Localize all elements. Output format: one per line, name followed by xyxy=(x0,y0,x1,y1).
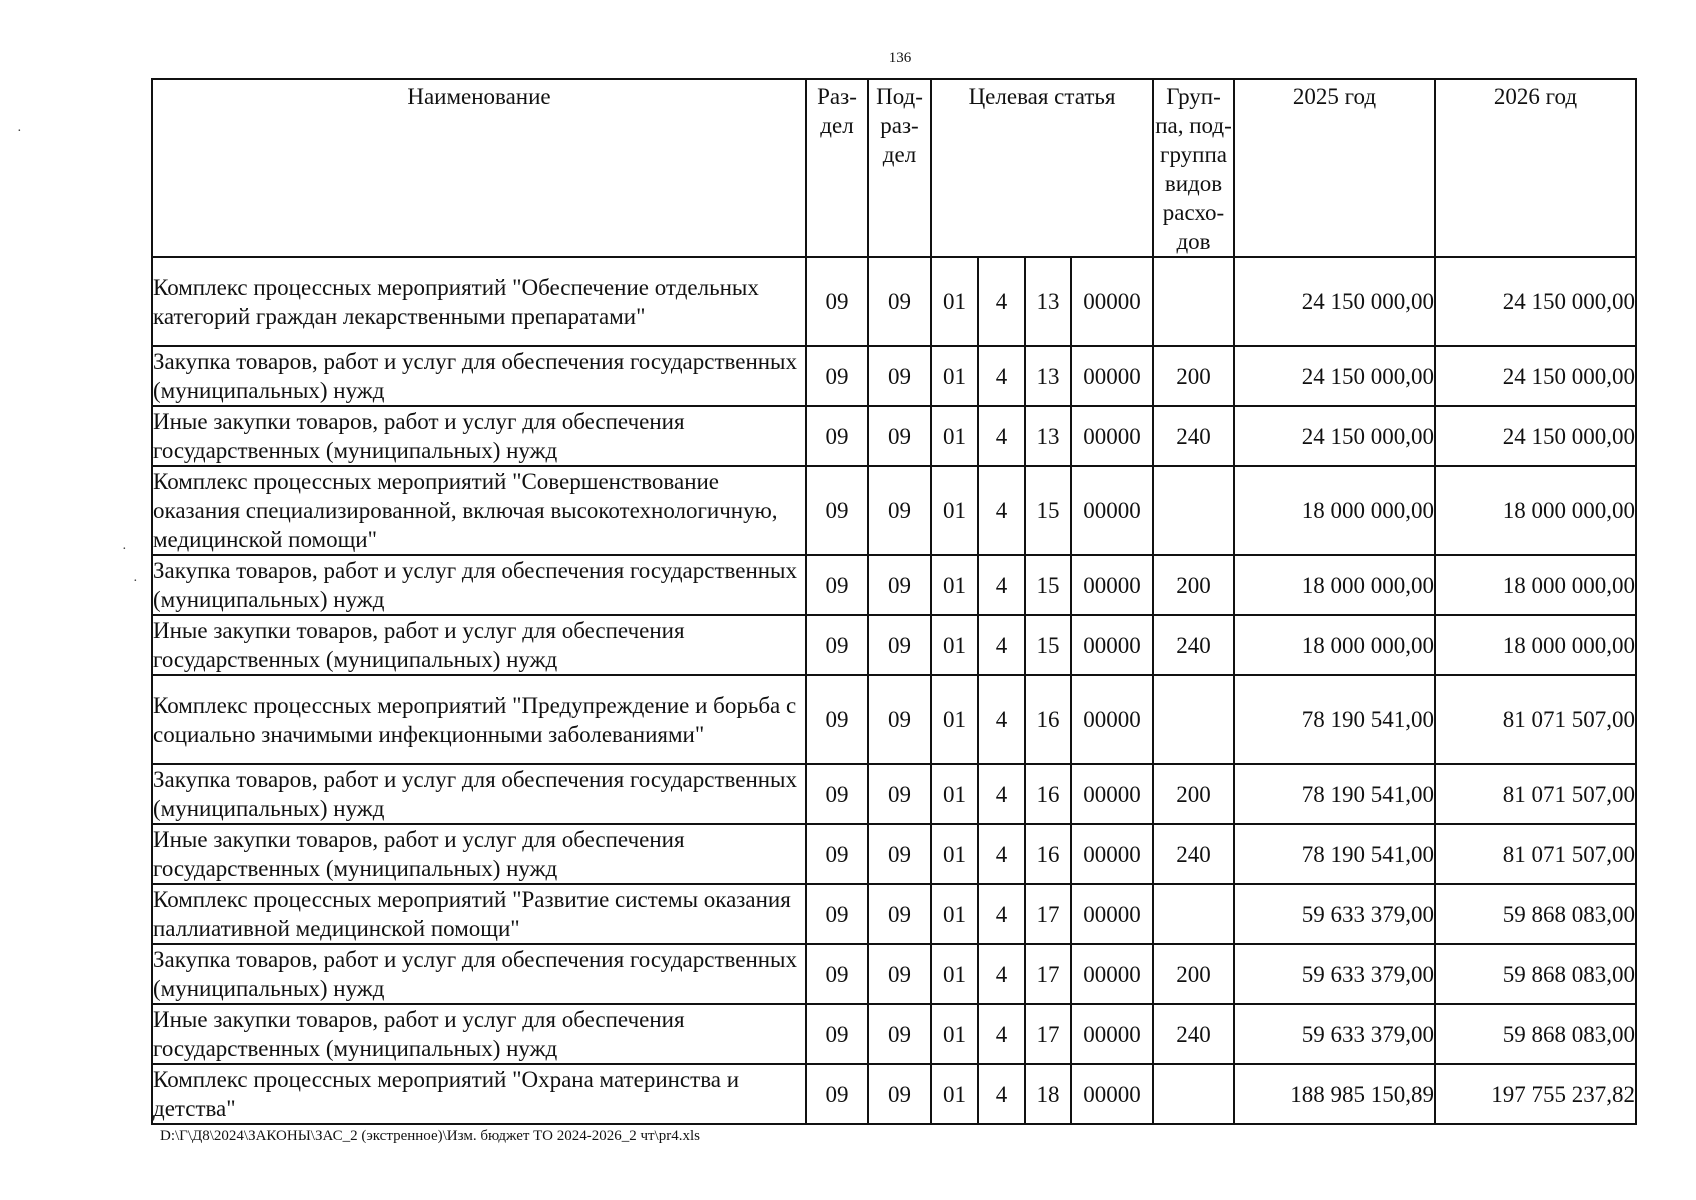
row-section: 09 xyxy=(806,406,868,466)
table-row xyxy=(152,346,1636,406)
table-row xyxy=(152,944,1636,1004)
row-name: Иные закупки товаров, работ и услуг для обеспечения государственных (муниципальных) нужд xyxy=(152,824,806,884)
table-row xyxy=(152,257,1636,346)
header-expense-group: Груп- па, под- группа видов расхо- дов xyxy=(1153,79,1234,257)
row-target-type: 4 xyxy=(978,944,1025,1004)
header-year-2025: 2025 год xyxy=(1234,79,1435,257)
row-expense-group: 240 xyxy=(1153,1004,1234,1064)
row-target-direction: 00000 xyxy=(1071,944,1153,1004)
row-section: 09 xyxy=(806,675,868,764)
row-amount-2026: 24 150 000,00 xyxy=(1435,346,1636,406)
row-target-direction: 00000 xyxy=(1071,257,1153,346)
row-target-structure: 13 xyxy=(1025,406,1071,466)
row-expense-group: 240 xyxy=(1153,824,1234,884)
row-amount-2025: 78 190 541,00 xyxy=(1234,675,1435,764)
row-target-structure: 13 xyxy=(1025,346,1071,406)
row-name: Закупка товаров, работ и услуг для обеспечения государственных (муниципальных) нужд xyxy=(152,764,806,824)
row-target-program: 01 xyxy=(931,555,978,615)
row-expense-group: 240 xyxy=(1153,615,1234,675)
row-section: 09 xyxy=(806,555,868,615)
row-target-program: 01 xyxy=(931,406,978,466)
table-row xyxy=(152,1004,1636,1064)
row-name: Комплекс процессных мероприятий "Развитие системы оказания паллиативной медицинской помощи" xyxy=(152,884,806,944)
margin-mark: · xyxy=(17,124,22,139)
row-expense-group xyxy=(1153,257,1234,346)
table-row xyxy=(152,824,1636,884)
row-section: 09 xyxy=(806,1004,868,1064)
row-target-type: 4 xyxy=(978,615,1025,675)
table-row xyxy=(152,1064,1636,1124)
row-expense-group: 200 xyxy=(1153,555,1234,615)
row-target-direction: 00000 xyxy=(1071,1064,1153,1124)
row-amount-2026: 24 150 000,00 xyxy=(1435,257,1636,346)
row-section: 09 xyxy=(806,764,868,824)
table-row xyxy=(152,884,1636,944)
row-target-program: 01 xyxy=(931,944,978,1004)
row-subsection: 09 xyxy=(868,406,931,466)
row-name: Закупка товаров, работ и услуг для обеспечения государственных (муниципальных) нужд xyxy=(152,346,806,406)
row-target-type: 4 xyxy=(978,555,1025,615)
row-expense-group xyxy=(1153,466,1234,555)
row-expense-group: 200 xyxy=(1153,346,1234,406)
row-expense-group: 240 xyxy=(1153,406,1234,466)
row-amount-2025: 78 190 541,00 xyxy=(1234,764,1435,824)
row-target-type: 4 xyxy=(978,406,1025,466)
row-section: 09 xyxy=(806,884,868,944)
row-amount-2026: 81 071 507,00 xyxy=(1435,824,1636,884)
row-subsection: 09 xyxy=(868,944,931,1004)
row-name: Иные закупки товаров, работ и услуг для обеспечения государственных (муниципальных) нужд xyxy=(152,615,806,675)
row-target-type: 4 xyxy=(978,257,1025,346)
row-target-direction: 00000 xyxy=(1071,764,1153,824)
budget-table xyxy=(151,78,1637,1125)
row-amount-2026: 81 071 507,00 xyxy=(1435,675,1636,764)
row-target-structure: 15 xyxy=(1025,615,1071,675)
row-subsection: 09 xyxy=(868,257,931,346)
row-target-program: 01 xyxy=(931,675,978,764)
margin-mark: · xyxy=(133,574,138,589)
row-target-type: 4 xyxy=(978,764,1025,824)
row-target-structure: 15 xyxy=(1025,555,1071,615)
row-name: Иные закупки товаров, работ и услуг для обеспечения государственных (муниципальных) нужд xyxy=(152,1004,806,1064)
row-expense-group: 200 xyxy=(1153,764,1234,824)
row-target-type: 4 xyxy=(978,346,1025,406)
row-target-structure: 18 xyxy=(1025,1064,1071,1124)
row-amount-2025: 78 190 541,00 xyxy=(1234,824,1435,884)
row-amount-2026: 81 071 507,00 xyxy=(1435,764,1636,824)
table-row xyxy=(152,466,1636,555)
row-target-program: 01 xyxy=(931,1004,978,1064)
row-amount-2025: 18 000 000,00 xyxy=(1234,555,1435,615)
row-target-direction: 00000 xyxy=(1071,884,1153,944)
row-name: Комплекс процессных мероприятий "Предупреждение и борьба с социально значимыми инфекционными заболеваниями" xyxy=(152,675,806,764)
header-subsection: Под- раз- дел xyxy=(868,79,931,257)
row-target-program: 01 xyxy=(931,257,978,346)
row-target-direction: 00000 xyxy=(1071,675,1153,764)
header-year-2026: 2026 год xyxy=(1435,79,1636,257)
row-target-program: 01 xyxy=(931,884,978,944)
row-target-program: 01 xyxy=(931,764,978,824)
row-target-direction: 00000 xyxy=(1071,555,1153,615)
row-amount-2025: 18 000 000,00 xyxy=(1234,466,1435,555)
row-target-program: 01 xyxy=(931,1064,978,1124)
row-subsection: 09 xyxy=(868,1004,931,1064)
row-name: Закупка товаров, работ и услуг для обеспечения государственных (муниципальных) нужд xyxy=(152,555,806,615)
row-section: 09 xyxy=(806,615,868,675)
row-target-type: 4 xyxy=(978,675,1025,764)
row-target-type: 4 xyxy=(978,1004,1025,1064)
row-section: 09 xyxy=(806,944,868,1004)
table-row xyxy=(152,555,1636,615)
row-amount-2026: 18 000 000,00 xyxy=(1435,555,1636,615)
row-name: Комплекс процессных мероприятий "Охрана материнства и детства" xyxy=(152,1064,806,1124)
row-target-structure: 13 xyxy=(1025,257,1071,346)
row-subsection: 09 xyxy=(868,675,931,764)
row-target-direction: 00000 xyxy=(1071,346,1153,406)
row-subsection: 09 xyxy=(868,1064,931,1124)
header-target-article: Целевая статья xyxy=(931,79,1153,257)
row-expense-group xyxy=(1153,884,1234,944)
row-target-type: 4 xyxy=(978,466,1025,555)
header-name: Наименование xyxy=(152,79,806,257)
row-subsection: 09 xyxy=(868,466,931,555)
footer-file-path: D:\Г\Д8\2024\ЗАКОНЫ\ЗАС_2 (экстренное)\Изм. бюджет ТО 2024-2026_2 чт\pr4.xls xyxy=(160,1128,700,1144)
row-target-program: 01 xyxy=(931,824,978,884)
row-amount-2026: 59 868 083,00 xyxy=(1435,944,1636,1004)
row-amount-2026: 18 000 000,00 xyxy=(1435,615,1636,675)
row-amount-2025: 59 633 379,00 xyxy=(1234,1004,1435,1064)
row-amount-2025: 59 633 379,00 xyxy=(1234,944,1435,1004)
row-name: Комплекс процессных мероприятий "Обеспечение отдельных категорий граждан лекарственными препаратами" xyxy=(152,257,806,346)
row-target-structure: 16 xyxy=(1025,675,1071,764)
row-section: 09 xyxy=(806,466,868,555)
row-amount-2026: 59 868 083,00 xyxy=(1435,1004,1636,1064)
row-target-type: 4 xyxy=(978,884,1025,944)
row-expense-group: 200 xyxy=(1153,944,1234,1004)
row-amount-2025: 24 150 000,00 xyxy=(1234,406,1435,466)
row-target-direction: 00000 xyxy=(1071,824,1153,884)
row-target-type: 4 xyxy=(978,824,1025,884)
header-section: Раз- дел xyxy=(806,79,868,257)
row-amount-2026: 18 000 000,00 xyxy=(1435,466,1636,555)
row-target-structure: 16 xyxy=(1025,764,1071,824)
row-subsection: 09 xyxy=(868,884,931,944)
row-subsection: 09 xyxy=(868,824,931,884)
row-target-program: 01 xyxy=(931,346,978,406)
row-target-structure: 16 xyxy=(1025,824,1071,884)
row-target-type: 4 xyxy=(978,1064,1025,1124)
row-target-program: 01 xyxy=(931,615,978,675)
row-section: 09 xyxy=(806,1064,868,1124)
row-name: Закупка товаров, работ и услуг для обеспечения государственных (муниципальных) нужд xyxy=(152,944,806,1004)
row-amount-2026: 24 150 000,00 xyxy=(1435,406,1636,466)
row-subsection: 09 xyxy=(868,555,931,615)
row-name: Комплекс процессных мероприятий "Совершенствование оказания специализированной, включая высокотехнологичную, медицинской помощи" xyxy=(152,466,806,555)
row-target-direction: 00000 xyxy=(1071,615,1153,675)
row-expense-group xyxy=(1153,1064,1234,1124)
row-target-structure: 15 xyxy=(1025,466,1071,555)
row-subsection: 09 xyxy=(868,615,931,675)
row-target-direction: 00000 xyxy=(1071,406,1153,466)
row-amount-2025: 188 985 150,89 xyxy=(1234,1064,1435,1124)
row-expense-group xyxy=(1153,675,1234,764)
row-amount-2026: 197 755 237,82 xyxy=(1435,1064,1636,1124)
row-amount-2026: 59 868 083,00 xyxy=(1435,884,1636,944)
row-section: 09 xyxy=(806,257,868,346)
row-target-structure: 17 xyxy=(1025,944,1071,1004)
row-target-structure: 17 xyxy=(1025,884,1071,944)
table-row xyxy=(152,406,1636,466)
row-amount-2025: 24 150 000,00 xyxy=(1234,257,1435,346)
row-section: 09 xyxy=(806,346,868,406)
table-body xyxy=(152,257,1636,1124)
row-amount-2025: 24 150 000,00 xyxy=(1234,346,1435,406)
row-name: Иные закупки товаров, работ и услуг для обеспечения государственных (муниципальных) нужд xyxy=(152,406,806,466)
table-row xyxy=(152,675,1636,764)
table-row xyxy=(152,615,1636,675)
margin-mark: · xyxy=(122,542,127,557)
row-target-structure: 17 xyxy=(1025,1004,1071,1064)
row-amount-2025: 59 633 379,00 xyxy=(1234,884,1435,944)
row-target-program: 01 xyxy=(931,466,978,555)
row-target-direction: 00000 xyxy=(1071,1004,1153,1064)
row-subsection: 09 xyxy=(868,764,931,824)
row-section: 09 xyxy=(806,824,868,884)
table-row xyxy=(152,764,1636,824)
row-amount-2025: 18 000 000,00 xyxy=(1234,615,1435,675)
page-number: 136 xyxy=(888,50,912,66)
table-header-row xyxy=(152,79,1636,257)
row-subsection: 09 xyxy=(868,346,931,406)
row-target-direction: 00000 xyxy=(1071,466,1153,555)
